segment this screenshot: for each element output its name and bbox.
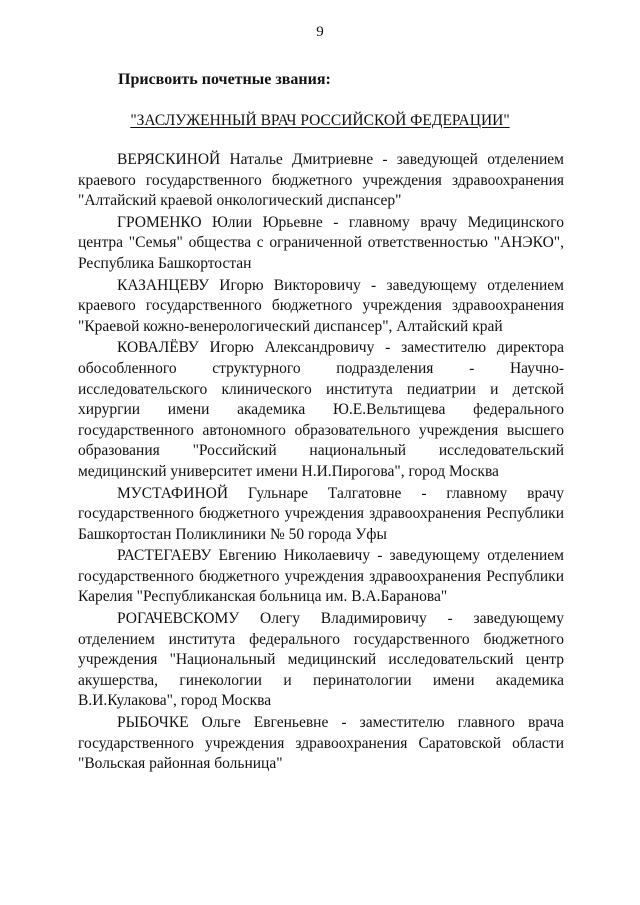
awardee-entry: РАСТЕГАЕВУ Евгению Николаевичу - заведующему отделением государственного бюджетного учреждения здравоохранения Республики Карелия "Республиканская больница им. В.А.Баранова"	[78, 547, 564, 606]
awardee-entry: МУСТАФИНОЙ Гульнаре Талгатовне - главному врачу государственного бюджетного учреждения здравоохранения Республики Башкортостан Поликлиники № 50 города Уфы	[78, 484, 564, 543]
section-heading: Присвоить почетные звания:	[118, 71, 331, 88]
awardee-entry: РОГАЧЕВСКОМУ Олегу Владимировичу - заведующему отделением института федерального государственного бюджетного учреждения "Национальный медицинский исследовательский центр акушерства, гинекологии и перинатологии имени академика В.И.Кулакова", город Москва	[78, 610, 564, 710]
awardee-entry: ГРОМЕНКО Юлии Юрьевне - главному врачу Медицинского центра "Семья" общества с ограниченной ответственностью "АНЭКО", Республика Башкортостан	[78, 213, 564, 272]
awardee-entry: КОВАЛЁВУ Игорю Александровичу - заместителю директора обособленного структурного подразделения - Научно-исследовательского клинического института педиатрии и детской хирургии имени академика Ю.Е.Вельтищева федерального государственного автономного образовательного учреждения высшего образования "Российский национальный исследовательский медицинский университет имени Н.И.Пирогова", город Москва	[78, 339, 564, 480]
honorary-title: "ЗАСЛУЖЕННЫЙ ВРАЧ РОССИЙСКОЙ ФЕДЕРАЦИИ"	[130, 112, 510, 129]
page-number: 9	[316, 24, 324, 40]
awardee-list	[78, 150, 564, 775]
awardee-entry: КАЗАНЦЕВУ Игорю Викторовичу - заведующему отделением краевого государственного бюджетного учреждения здравоохранения "Краевой кожно-венерологический диспансер", Алтайский край	[78, 276, 564, 335]
awardee-entry: РЫБОЧКЕ Ольге Евгеньевне - заместителю главного врача государственного учреждения здравоохранения Саратовской области "Вольская районная больница"	[78, 714, 564, 773]
awardee-entry: ВЕРЯСКИНОЙ Наталье Дмитриевне - заведующей отделением краевого государственного бюджетного учреждения здравоохранения "Алтайский краевой онкологический диспансер"	[78, 151, 564, 210]
